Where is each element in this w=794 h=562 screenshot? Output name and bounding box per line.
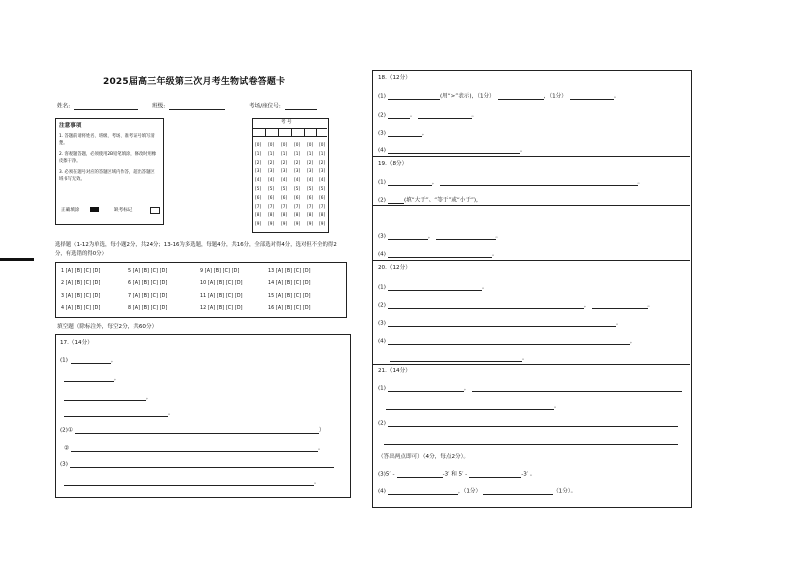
q17-label-1: (1) [60, 357, 68, 364]
exam-number-bubble[interactable]: [2] [255, 159, 262, 165]
q17-part1-line2[interactable] [64, 376, 120, 382]
exam-number-bubble[interactable]: [9] [319, 221, 326, 227]
q20-part4-line2[interactable] [390, 356, 528, 362]
exam-number-bubble[interactable]: [5] [255, 186, 262, 191]
exam-number-bubble[interactable]: [0] [268, 142, 275, 147]
exam-number-bubble[interactable]: [1] [319, 150, 326, 156]
q17-label-2a: (2)① [60, 427, 73, 434]
q17-punct-6: 。 [318, 445, 324, 452]
exam-number-bubble[interactable]: [2] [268, 159, 275, 165]
exam-number-bubble[interactable]: [4] [281, 177, 288, 183]
exam-number-bubble[interactable]: [9] [281, 221, 288, 227]
q19-label-2: (2) [378, 197, 386, 204]
exam-number-bubble[interactable]: [3] [255, 168, 262, 174]
exam-number-bubble[interactable]: [5] [294, 186, 301, 191]
q19-title: 19.（8分） [378, 161, 408, 167]
q18-text-3: 。 [613, 93, 620, 100]
exam-number-bubble[interactable]: [2] [307, 159, 314, 165]
q21-text-3: -3′ 和 5′ - [442, 471, 468, 478]
exam-number-bubble[interactable]: [7] [281, 203, 288, 209]
q19-text-3: (填“大于”、“等于”或“小于”)， [403, 197, 482, 204]
q19-part1[interactable] [378, 180, 643, 186]
q19-text-6: 。 [491, 251, 498, 258]
q17-label-3: (3) [60, 461, 68, 468]
choice-question-row[interactable]: 10 [A] [B] [C] [D] [200, 281, 243, 287]
exam-number-bubble[interactable]: [0] [307, 142, 314, 147]
choice-question-row[interactable]: 7 [A] [B] [C] [D] [128, 293, 168, 299]
q19-label-3: (3) [378, 233, 386, 240]
exam-number-bubble[interactable]: [4] [255, 177, 262, 183]
q18-text-2: ，（1分） [543, 93, 567, 100]
q21-note: （答出两点即可）（4分，每点2分）。 [378, 454, 470, 460]
q20-part1[interactable] [378, 285, 488, 291]
choice-heading: 选择题（1-12为单选，每小题2分，共24分；13-16为多选题，每题4分，共16分，全部选对得4分，选对但不全的得2分，有选错的得0分） [55, 242, 337, 258]
q18-part1[interactable] [378, 94, 619, 100]
q20-text-5: ， [629, 338, 636, 345]
choice-question-row[interactable]: 5 [A] [B] [C] [D] [128, 269, 168, 274]
q17-punct-3: ， [146, 394, 152, 401]
choice-question-row[interactable]: 4 [A] [B] [C] [D] [61, 306, 101, 312]
exam-number-bubble[interactable]: [8] [294, 212, 301, 218]
fill-heading: 填空题（除标注外，每空2分，共60分） [57, 324, 158, 330]
q21-text-4: -3′ 。 [521, 471, 536, 478]
q17-part1-line1[interactable] [60, 358, 117, 364]
notice-heading: 注意事项 [59, 123, 82, 129]
choice-question-row[interactable]: 15 [A] [B] [C] [D] [268, 293, 311, 299]
exam-number-bubble[interactable]: [0] [281, 142, 288, 147]
q20-label-2: (2) [378, 302, 386, 309]
exam-number-bubble[interactable]: [0] [319, 142, 326, 147]
q19-part3[interactable] [378, 234, 501, 240]
q18-text-1: (用“>”表示)，（1分） [439, 93, 495, 100]
exam-number-bubble[interactable]: [3] [281, 168, 288, 174]
q17-punct-2: ， [114, 375, 120, 382]
q19-text-5: 。 [495, 233, 502, 240]
q17-part2-line1[interactable] [60, 428, 325, 434]
q17-part1-line4[interactable] [64, 411, 174, 417]
exam-number-bubble[interactable]: [8] [255, 212, 262, 218]
q19-label-1: (1) [378, 179, 386, 186]
exam-number-bubble[interactable]: [1] [307, 150, 314, 156]
notice-item-3: 3. 必须在题号对应的答题区域内作答，超出答题区域书写无效。 [59, 170, 155, 182]
seat-field[interactable] [249, 104, 317, 110]
q20-text-4: 。 [615, 320, 622, 327]
exam-number-bubble[interactable]: [2] [281, 159, 288, 165]
q18-title: 18.（12分） [378, 75, 411, 81]
exam-number-bubble[interactable]: [4] [268, 177, 275, 183]
choice-question-row[interactable]: 3 [A] [B] [C] [D] [61, 293, 101, 299]
q20-label-3: (3) [378, 320, 386, 327]
exam-number-bubble[interactable]: [3] [294, 168, 301, 174]
exam-number-bubble[interactable]: [2] [319, 159, 326, 165]
q19-part4[interactable] [378, 252, 498, 258]
q17-part3-line2[interactable] [64, 480, 320, 486]
q21-text-2: 。 [554, 403, 560, 410]
exam-number-bubble[interactable]: [9] [307, 221, 314, 227]
q21-text-1: ， [463, 385, 470, 392]
exam-number-bubble[interactable]: [9] [294, 221, 301, 227]
q19-text-2: 。 [637, 179, 644, 186]
q21-part1[interactable] [378, 386, 682, 392]
q21-label-3: (3)5′ - [378, 471, 395, 478]
q21-text-5: ，（1分） [457, 488, 482, 495]
q19-part2[interactable] [378, 198, 482, 204]
q17-punct-7: 。 [314, 479, 320, 486]
q21-part1-line2[interactable] [386, 404, 560, 410]
exam-number-bubble[interactable]: [1] [268, 150, 275, 156]
exam-number-bubble[interactable]: [5] [307, 186, 314, 191]
exam-number-bubble[interactable]: [7] [294, 203, 301, 209]
exam-number-bubble[interactable]: [3] [319, 168, 326, 174]
q17-label-2b: ② [64, 445, 70, 452]
q21-part3[interactable] [378, 472, 535, 478]
exam-number-bubble[interactable]: [7] [307, 203, 314, 209]
q21-label-1: (1) [378, 385, 386, 392]
q17-part1-line3[interactable] [64, 395, 152, 401]
name-field[interactable] [57, 104, 138, 110]
q20-text-6: 。 [522, 355, 528, 362]
exam-number-bubble[interactable]: [5] [281, 186, 288, 191]
exam-number-bubble[interactable]: [6] [294, 194, 301, 200]
q17-title: 17.（14分） [60, 340, 93, 346]
exam-number-bubble[interactable]: [6] [281, 194, 288, 200]
q17-punct-5: ） [318, 427, 325, 434]
q21-part4[interactable] [378, 489, 576, 495]
exam-number-bubble[interactable]: [7] [255, 203, 262, 209]
q21-text-6: （1分）。 [553, 488, 577, 495]
q21-part2-line2[interactable] [384, 439, 678, 445]
q21-label-2: (2) [378, 420, 386, 427]
exam-number-bubble[interactable]: [8] [281, 212, 288, 218]
exam-number-bubble[interactable]: [6] [255, 194, 262, 200]
notice-item-1: 1. 答题前请将姓名、班级、考场、准考证号填写清楚。 [59, 134, 155, 146]
q18-text-7: 。 [519, 147, 526, 154]
q18-part3[interactable] [378, 131, 428, 137]
choice-question-row[interactable]: 1 [A] [B] [C] [D] [61, 269, 101, 274]
name-label: 姓名: [57, 103, 71, 110]
q20-text-3: 。 [647, 302, 654, 309]
q21-part2[interactable] [378, 421, 678, 427]
q20-label-4: (4) [378, 338, 386, 345]
class-label: 班级: [152, 103, 166, 110]
correct-fill-sample [90, 207, 99, 212]
choice-question-row[interactable]: 2 [A] [B] [C] [D] [61, 281, 101, 287]
exam-number-bubble[interactable]: [1] [281, 150, 288, 156]
exam-number-bubble[interactable]: [4] [294, 177, 301, 183]
q18-label-1: (1) [378, 93, 386, 100]
exam-number-bubble[interactable]: [0] [255, 142, 262, 147]
exam-number-bubble[interactable]: [3] [268, 168, 275, 174]
exam-number-bubble[interactable]: [1] [255, 150, 262, 156]
exam-number-bubble[interactable]: [6] [319, 194, 326, 200]
choice-question-row[interactable]: 8 [A] [B] [C] [D] [128, 306, 168, 312]
q21-label-4: (4) [378, 488, 386, 495]
exam-number-bubble[interactable]: [9] [255, 221, 262, 227]
q18-part4[interactable] [378, 148, 526, 154]
exam-number-bubble[interactable]: [0] [294, 142, 301, 147]
exam-number-bubble[interactable]: [3] [307, 168, 314, 174]
q17-punct-1: ， [110, 357, 117, 364]
exam-number-bubble[interactable]: [8] [307, 212, 314, 218]
exam-number-bubble[interactable]: [1] [294, 150, 301, 156]
page-title: 2025届高三年级第三次月考生物试卷答题卡 [103, 77, 286, 87]
margin-bar [0, 258, 34, 261]
q18-label-3: (3) [378, 130, 386, 137]
seat-label: 考场/座位号: [249, 103, 281, 110]
q19-label-4: (4) [378, 251, 386, 258]
notice-item-2: 2. 客观题答题，必须使用2B铅笔填涂，修改时用橡皮擦干净。 [59, 152, 157, 164]
exam-number-bubble[interactable]: [8] [319, 212, 326, 218]
q21-title: 21.（14分） [378, 368, 411, 374]
exam-number-header: 考 号 [281, 120, 292, 125]
exam-number-bubble[interactable]: [5] [268, 186, 275, 191]
exam-number-bubble[interactable]: [6] [307, 194, 314, 200]
absent-mark-box[interactable] [150, 207, 160, 214]
q20-part3[interactable] [378, 321, 622, 327]
exam-number-bubble[interactable]: [2] [294, 159, 301, 165]
q20-text-2: ， [583, 302, 590, 309]
choice-question-row[interactable]: 12 [A] [B] [C] [D] [200, 306, 243, 312]
choice-question-row[interactable]: 11 [A] [B] [C] [D] [200, 293, 243, 299]
exam-number-bubble[interactable]: [7] [319, 203, 326, 209]
q17-punct-4: 。 [168, 410, 174, 417]
q18-part2[interactable] [378, 113, 477, 119]
choice-question-row[interactable]: 6 [A] [B] [C] [D] [128, 281, 168, 287]
q17-part3-line1[interactable] [60, 462, 334, 468]
exam-number-bubble[interactable]: [4] [319, 177, 326, 183]
q18-label-2: (2) [378, 112, 386, 119]
choice-question-row[interactable]: 9 [A] [B] [C] [D] [200, 269, 240, 274]
q19-text-1: ， [431, 179, 438, 186]
absent-mark-label: 缺考标记 [114, 208, 133, 213]
q18-text-4: 。 [409, 112, 416, 119]
q20-title: 20.（12分） [378, 265, 411, 271]
q18-text-5: 。 [471, 112, 478, 119]
q20-text-1: 。 [481, 284, 488, 291]
exam-number-bubble[interactable]: [5] [319, 186, 326, 191]
exam-number-bubble[interactable]: [9] [268, 221, 275, 227]
choice-question-row[interactable]: 14 [A] [B] [C] [D] [268, 281, 311, 287]
q18-label-4: (4) [378, 147, 386, 154]
q20-label-1: (1) [378, 284, 386, 291]
exam-number-bubble[interactable]: [8] [268, 212, 275, 218]
correct-fill-label: 正确填涂 [61, 208, 80, 213]
q20-part4[interactable] [378, 339, 636, 345]
choice-question-row[interactable]: 16 [A] [B] [C] [D] [268, 306, 311, 312]
q19-text-4: ， [427, 233, 434, 240]
q20-part2[interactable] [378, 303, 653, 309]
q18-text-6: ， [421, 130, 428, 137]
q17-part2-line2[interactable] [64, 446, 324, 452]
exam-number-bubble[interactable]: [6] [268, 194, 275, 200]
choice-question-row[interactable]: 13 [A] [B] [C] [D] [268, 269, 311, 274]
exam-number-bubble[interactable]: [7] [268, 203, 275, 209]
class-field[interactable] [152, 104, 225, 110]
exam-number-bubble[interactable]: [4] [307, 177, 314, 183]
